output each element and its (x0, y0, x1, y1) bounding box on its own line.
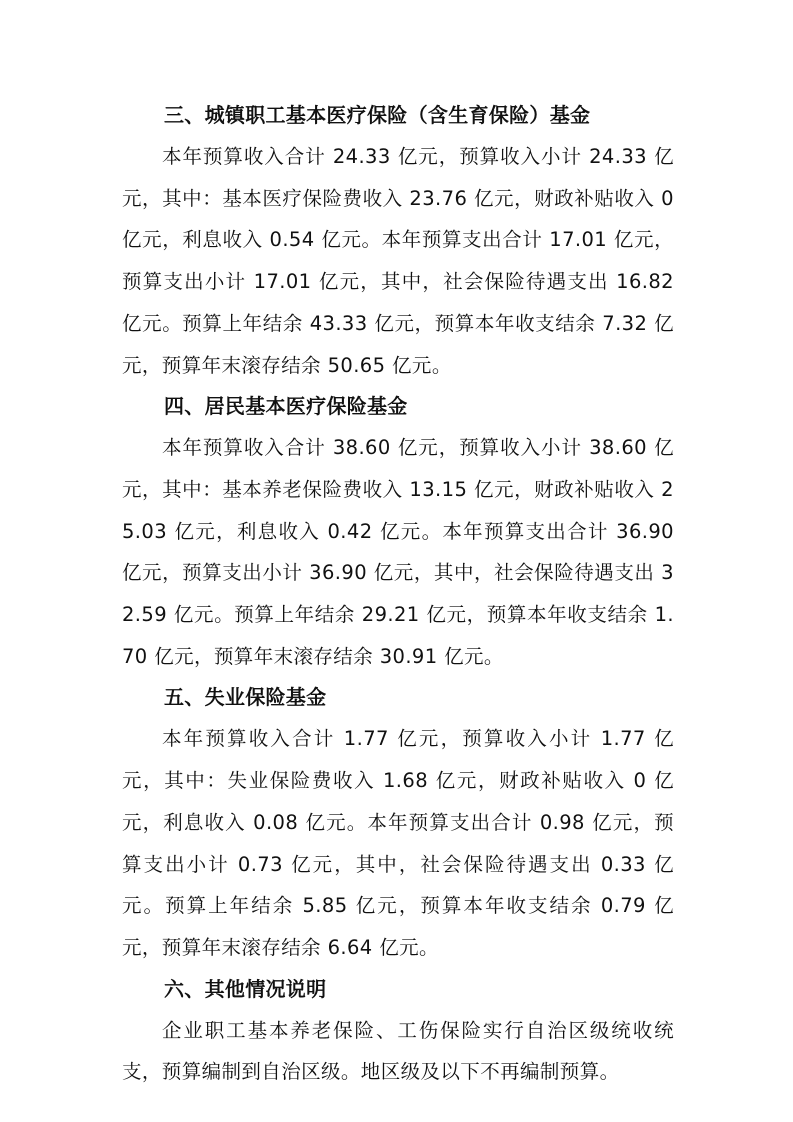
section-paragraph: 本年预算收入合计 38.60 亿元，预算收入小计 38.60 亿元，其中：基本养老保险费收入 13.15 亿元，财政补贴收入 25.03 亿元，利息收入 0.42 亿元。本年预算支出合计 36.90 亿元，预算支出小计 36.90 亿元，其中，社会保险待遇支出 32.59 亿元。预算上年结余 29.21 亿元，预算本年收支结余 1.70 亿元，预算年末滚存结余 30.91 亿元。 (122, 436, 674, 668)
section-heading: 四、居民基本医疗保险基金 (164, 394, 408, 419)
section-heading: 五、失业保险基金 (164, 685, 327, 710)
section-other-notes (122, 969, 674, 1093)
section-paragraph: 企业职工基本养老保险、工伤保险实行自治区级统收统支，预算编制到自治区级。地区级及以下不再编制预算。 (122, 1018, 674, 1084)
document-page (122, 95, 674, 1093)
section-unemployment-insurance (122, 677, 674, 968)
section-paragraph: 本年预算收入合计 1.77 亿元，预算收入小计 1.77 亿元，其中：失业保险费收入 1.68 亿元，财政补贴收入 0 亿元，利息收入 0.08 亿元。本年预算支出合计 0.98 亿元，预算支出小计 0.73 亿元，其中，社会保险待遇支出 0.33 亿元。预算上年结余 5.85 亿元，预算本年收支结余 0.79 亿元，预算年末滚存结余 6.64 亿元。 (122, 727, 674, 959)
section-heading: 六、其他情况说明 (164, 976, 327, 1001)
section-urban-employee-medical-insurance (122, 95, 674, 386)
section-resident-medical-insurance (122, 386, 674, 677)
section-heading: 三、城镇职工基本医疗保险（含生育保险）基金 (164, 103, 591, 127)
section-paragraph: 本年预算收入合计 24.33 亿元，预算收入小计 24.33 亿元，其中：基本医疗保险费收入 23.76 亿元，财政补贴收入 0 亿元，利息收入 0.54 亿元。本年预算支出合计 17.01 亿元，预算支出小计 17.01 亿元，其中，社会保险待遇支出 16.82 亿元。预算上年结余 43.33 亿元，预算本年收支结余 7.32 亿元，预算年末滚存结余 50.65 亿元。 (122, 145, 674, 377)
